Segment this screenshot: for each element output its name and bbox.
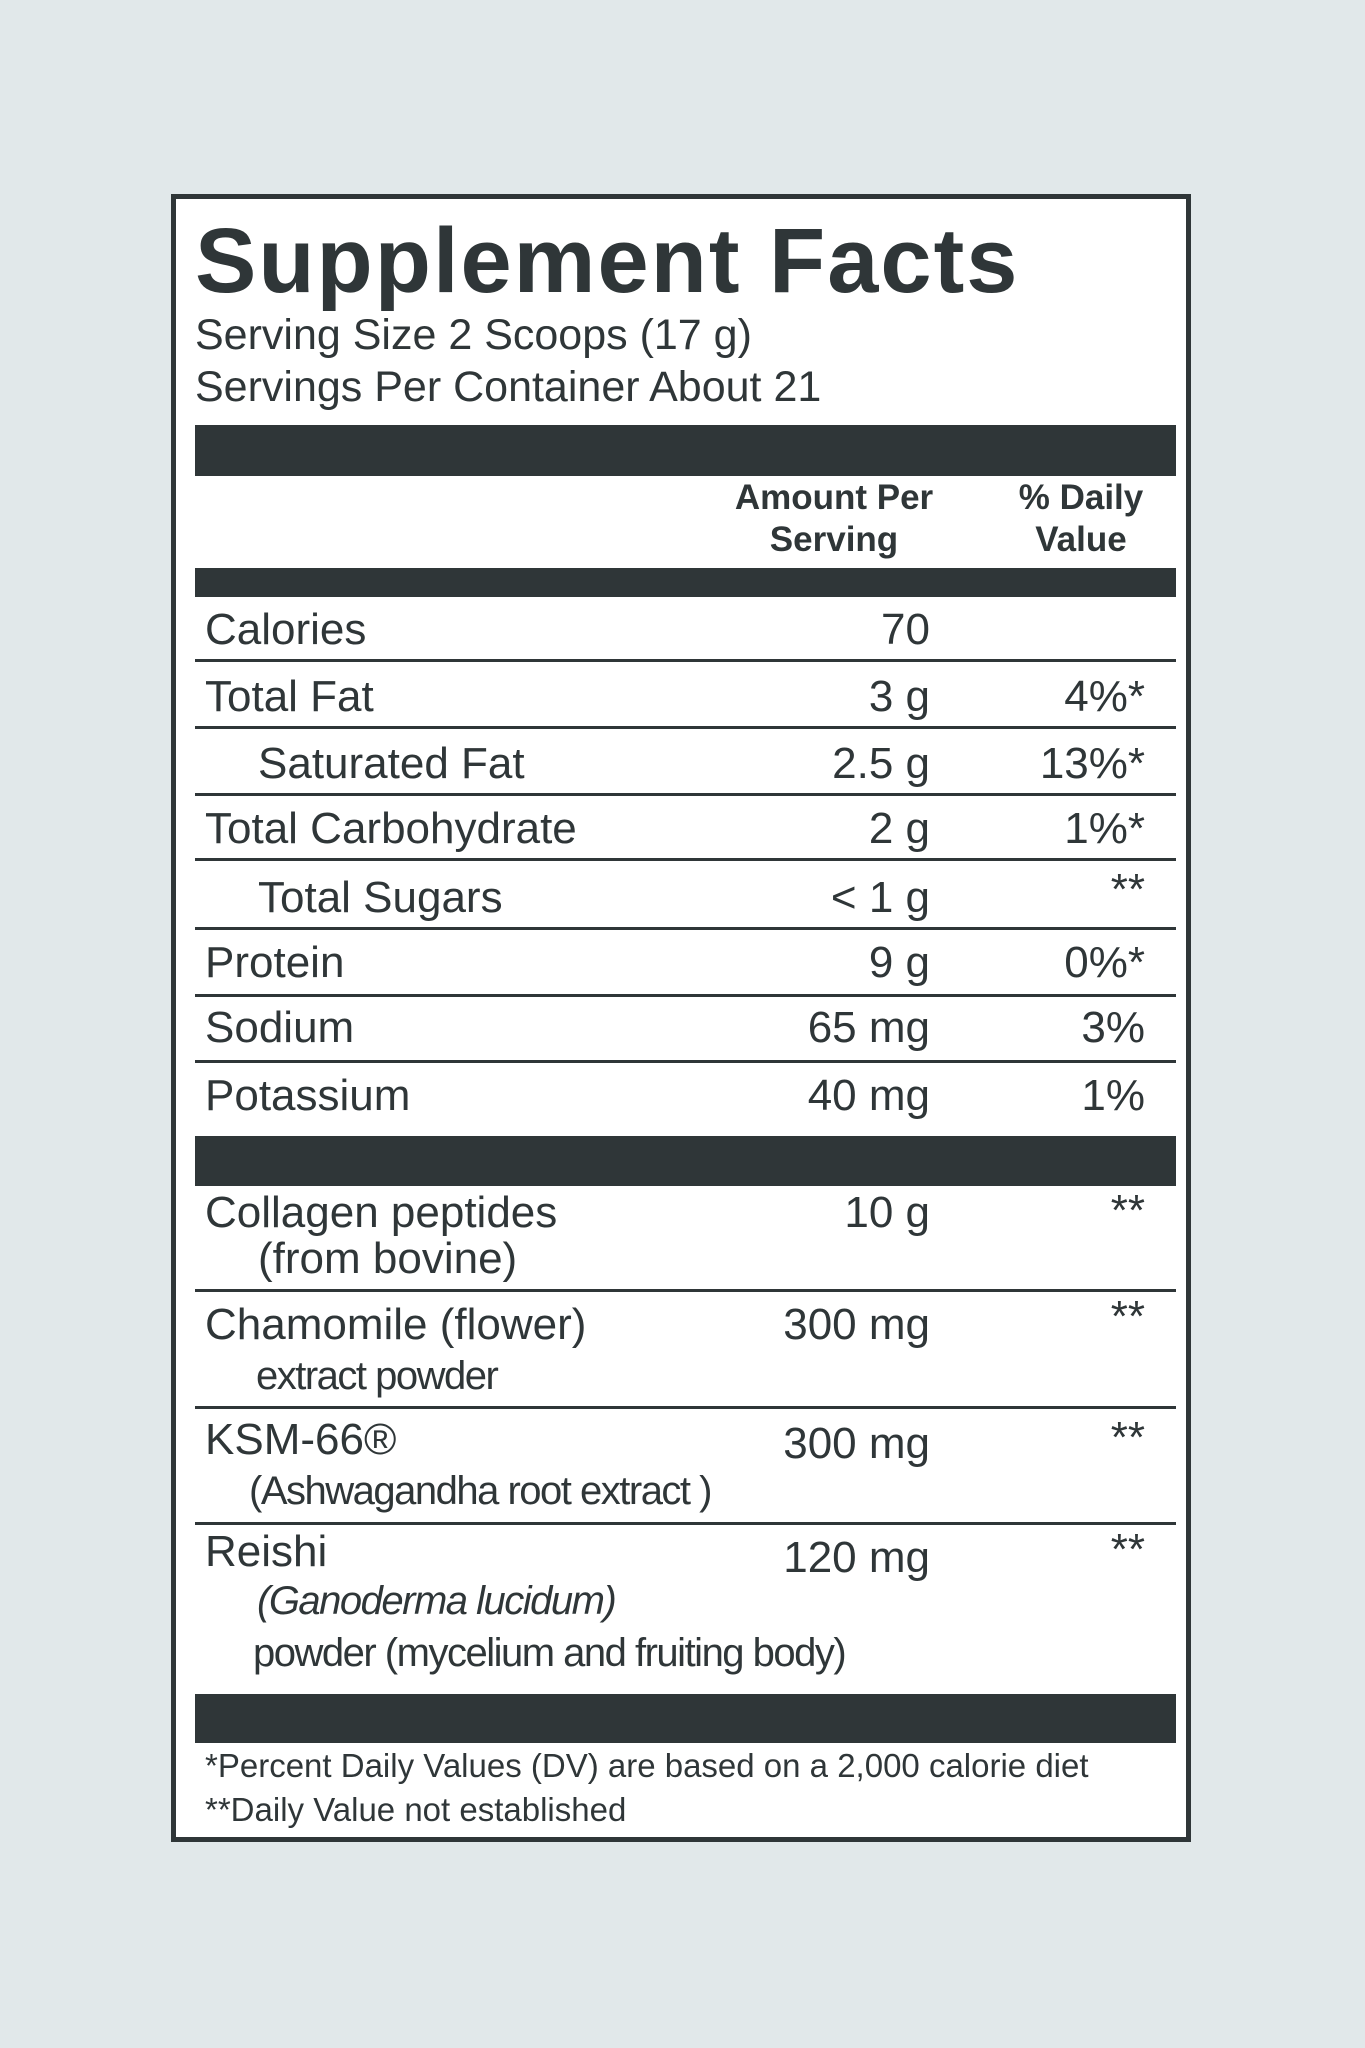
nutrient-label: Total Sugars	[258, 873, 503, 922]
ingredient-row-chamomile	[195, 1292, 1176, 1409]
ingredient-amount: 120 mg	[783, 1533, 930, 1582]
divider-bar-bottom	[195, 1694, 1176, 1743]
servings-per-container: Servings Per Container About 21	[195, 363, 822, 411]
ingredient-dv: **	[1110, 1525, 1145, 1574]
serving-size: Serving Size 2 Scoops (17 g)	[195, 311, 752, 359]
panel-title: Supplement Facts	[195, 210, 1020, 312]
nutrient-amount: 2.5 g	[832, 739, 930, 788]
nutrient-dv: 0%*	[1064, 938, 1145, 987]
nutrient-amount: 70	[881, 605, 930, 654]
nutrient-row-total-sugars	[195, 861, 1176, 930]
ingredient-dv: **	[1110, 1292, 1145, 1341]
nutrient-dv: **	[1110, 865, 1145, 914]
divider-bar-middle	[195, 1136, 1176, 1186]
ingredient-sub: (from bovine)	[258, 1234, 518, 1283]
header-amount-line2: Serving	[769, 520, 899, 559]
nutrient-row-calories	[195, 597, 1176, 662]
nutrient-label: Total Fat	[205, 672, 374, 721]
nutrient-amount: 40 mg	[807, 1071, 930, 1120]
ingredient-label: KSM-66®	[205, 1415, 397, 1464]
ingredient-sub: (Ashwagandha root extract )	[249, 1469, 711, 1513]
nutrient-row-protein	[195, 930, 1176, 997]
nutrient-row-sodium	[195, 997, 1176, 1063]
footnote-dv-not-established: **Daily Value not established	[205, 1791, 627, 1828]
nutrient-dv: 13%*	[1039, 739, 1145, 788]
divider-bar-header	[195, 568, 1176, 597]
nutrient-row-saturated-fat	[195, 729, 1176, 796]
nutrient-amount: 9 g	[868, 938, 930, 987]
nutrient-dv: 3%	[1081, 1003, 1145, 1052]
header-amount-line1: Amount Per	[734, 478, 934, 517]
header-amount-per-serving	[723, 477, 945, 561]
ingredient-amount: 300 mg	[783, 1419, 930, 1468]
nutrient-dv: 1%	[1081, 1071, 1145, 1120]
ingredient-row-collagen	[195, 1186, 1176, 1292]
ingredient-label: Chamomile (flower)	[205, 1300, 587, 1349]
header-dv-line2: Value	[1035, 520, 1127, 559]
footnote-dv-basis: *Percent Daily Values (DV) are based on a 2,000 calorie diet	[205, 1747, 1089, 1784]
nutrient-amount: 65 mg	[807, 1003, 930, 1052]
ingredient-sub: extract powder	[256, 1354, 498, 1398]
nutrient-dv: 1%*	[1064, 804, 1145, 853]
nutrient-amount: 3 g	[868, 672, 930, 721]
ingredient-amount: 10 g	[844, 1188, 930, 1237]
nutrient-label: Saturated Fat	[258, 739, 525, 788]
divider-bar-top	[195, 425, 1176, 476]
supplement-facts-panel	[171, 194, 1191, 1842]
ingredient-label: Collagen peptides	[205, 1188, 558, 1237]
nutrient-row-total-fat	[195, 662, 1176, 729]
nutrient-row-total-carbohydrate	[195, 796, 1176, 861]
ingredient-dv: **	[1110, 1413, 1145, 1462]
nutrient-label: Calories	[205, 605, 367, 654]
nutrient-label: Sodium	[205, 1003, 355, 1052]
ingredient-label: Reishi	[205, 1527, 328, 1576]
nutrient-row-potassium	[195, 1063, 1176, 1128]
ingredient-sub-latin: (Ganoderma lucidum)	[257, 1579, 616, 1623]
nutrient-label: Total Carbohydrate	[205, 804, 577, 853]
header-daily-value	[1001, 477, 1161, 561]
nutrient-label: Potassium	[205, 1071, 411, 1120]
nutrient-amount: 2 g	[868, 804, 930, 853]
ingredient-row-reishi	[195, 1525, 1176, 1684]
nutrient-label: Protein	[205, 938, 345, 987]
nutrient-amount: < 1 g	[830, 873, 930, 922]
ingredient-sub-detail: powder (mycelium and fruiting body)	[253, 1631, 846, 1675]
ingredient-dv: **	[1110, 1186, 1145, 1235]
header-dv-line1: % Daily	[1018, 478, 1144, 517]
ingredient-row-ksm66	[195, 1409, 1176, 1525]
nutrient-dv: 4%*	[1064, 672, 1145, 721]
ingredient-amount: 300 mg	[783, 1300, 930, 1349]
